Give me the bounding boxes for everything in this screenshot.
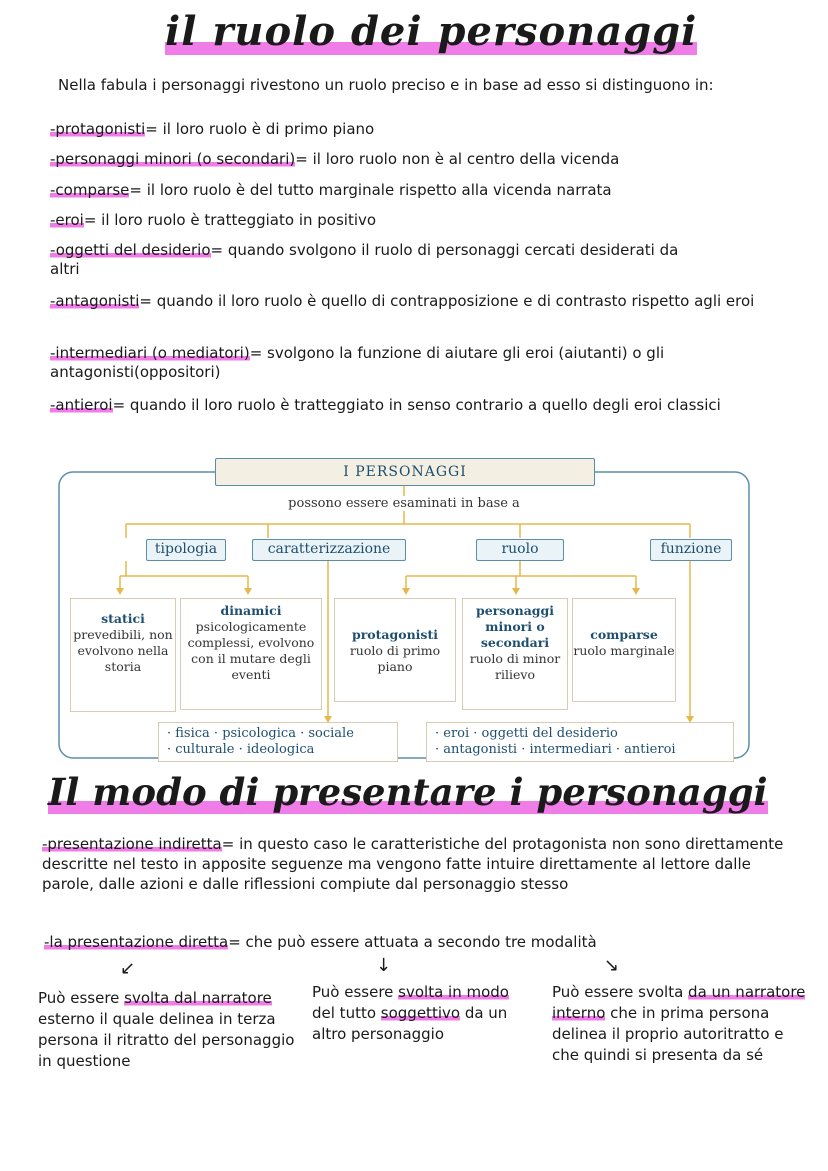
list-item: -eroi= il loro ruolo è tratteggiato in positivo — [50, 211, 377, 229]
box-statici: statici prevedibili, non evolvono nella storia — [70, 598, 176, 712]
list-item: -protagonisti= il loro ruolo è di primo piano — [50, 120, 375, 138]
arrow-down-right-icon: ↘ — [604, 955, 620, 976]
mode-narratore-interno: Può essere svolta da un narratore interno che in prima persona delinea il proprio autoritratto e che quindi si presenta da sé — [552, 983, 806, 1064]
diagram-header: I PERSONAGGI — [215, 458, 595, 486]
category-tipologia: tipologia — [146, 539, 226, 561]
box-dinamici: dinamici psicologicamente complessi, evolvono con il mutare degli eventi — [180, 598, 322, 710]
arrow-down-icon: ↓ — [376, 955, 392, 976]
list-item: -antagonisti= quando il loro ruolo è quello di contrapposizione e di contrasto rispetto agli eroi — [50, 292, 755, 310]
diretta-paragraph: -la presentazione diretta= che può essere attuata a secondo tre modalità — [44, 933, 597, 951]
page-title: il ruolo dei personaggi — [165, 8, 698, 55]
section-title: Il modo di presentare i personaggi — [48, 770, 768, 814]
box-comparse: comparse ruolo marginale — [572, 598, 676, 702]
intro-text: Nella fabula i personaggi rivestono un ruolo preciso e in base ad esso si distinguono in: — [58, 76, 714, 94]
list-item: -antieroi= quando il loro ruolo è tratteggiato in senso contrario a quello degli eroi classici — [50, 396, 721, 414]
category-ruolo: ruolo — [476, 539, 564, 561]
arrow-down-left-icon: ↙ — [120, 958, 136, 979]
list-item: -oggetti del desiderio= quando svolgono il ruolo di personaggi cercati desiderati da altri — [50, 241, 679, 278]
list-item: -intermediari (o mediatori)= svolgono la funzione di aiutare gli eroi (aiutanti) o gli antagonisti(oppositori) — [50, 344, 665, 381]
category-caratterizzazione: caratterizzazione — [252, 539, 406, 561]
mode-narratore-esterno: Può essere svolta dal narratore esterno il quale delinea in terza persona il ritratto del personaggio in questione — [38, 989, 295, 1070]
diagram-subtitle: possono essere esaminati in base a — [258, 496, 550, 511]
mode-soggettivo: Può essere svolta in modo del tutto soggettivo da un altro personaggio — [312, 983, 509, 1043]
list-item: -comparse= il loro ruolo è del tutto marginale rispetto alla vicenda narrata — [50, 181, 612, 199]
box-personaggi-minori: personaggi minori o secondari ruolo di minor rilievo — [462, 598, 568, 710]
box-protagonisti: protagonisti ruolo di primo piano — [334, 598, 456, 702]
list-item: -personaggi minori (o secondari)= il loro ruolo non è al centro della vicenda — [50, 150, 620, 168]
indiretta-paragraph: -presentazione indiretta= in questo caso le caratteristiche del protagonista non sono direttamente descritte nel testo in apposite seguenze ma vengono fatte intuire direttamente al lettore dalle parole, dalle azioni e dalle riflessioni compiute dal personaggio stesso — [42, 835, 784, 893]
personaggi-diagram — [58, 458, 751, 760]
caratterizzazione-list: · fisica · psicologica · sociale · culturale · ideologica — [158, 722, 398, 762]
funzione-list: · eroi · oggetti del desiderio · antagonisti · intermediari · antieroi — [426, 722, 734, 762]
category-funzione: funzione — [650, 539, 732, 561]
